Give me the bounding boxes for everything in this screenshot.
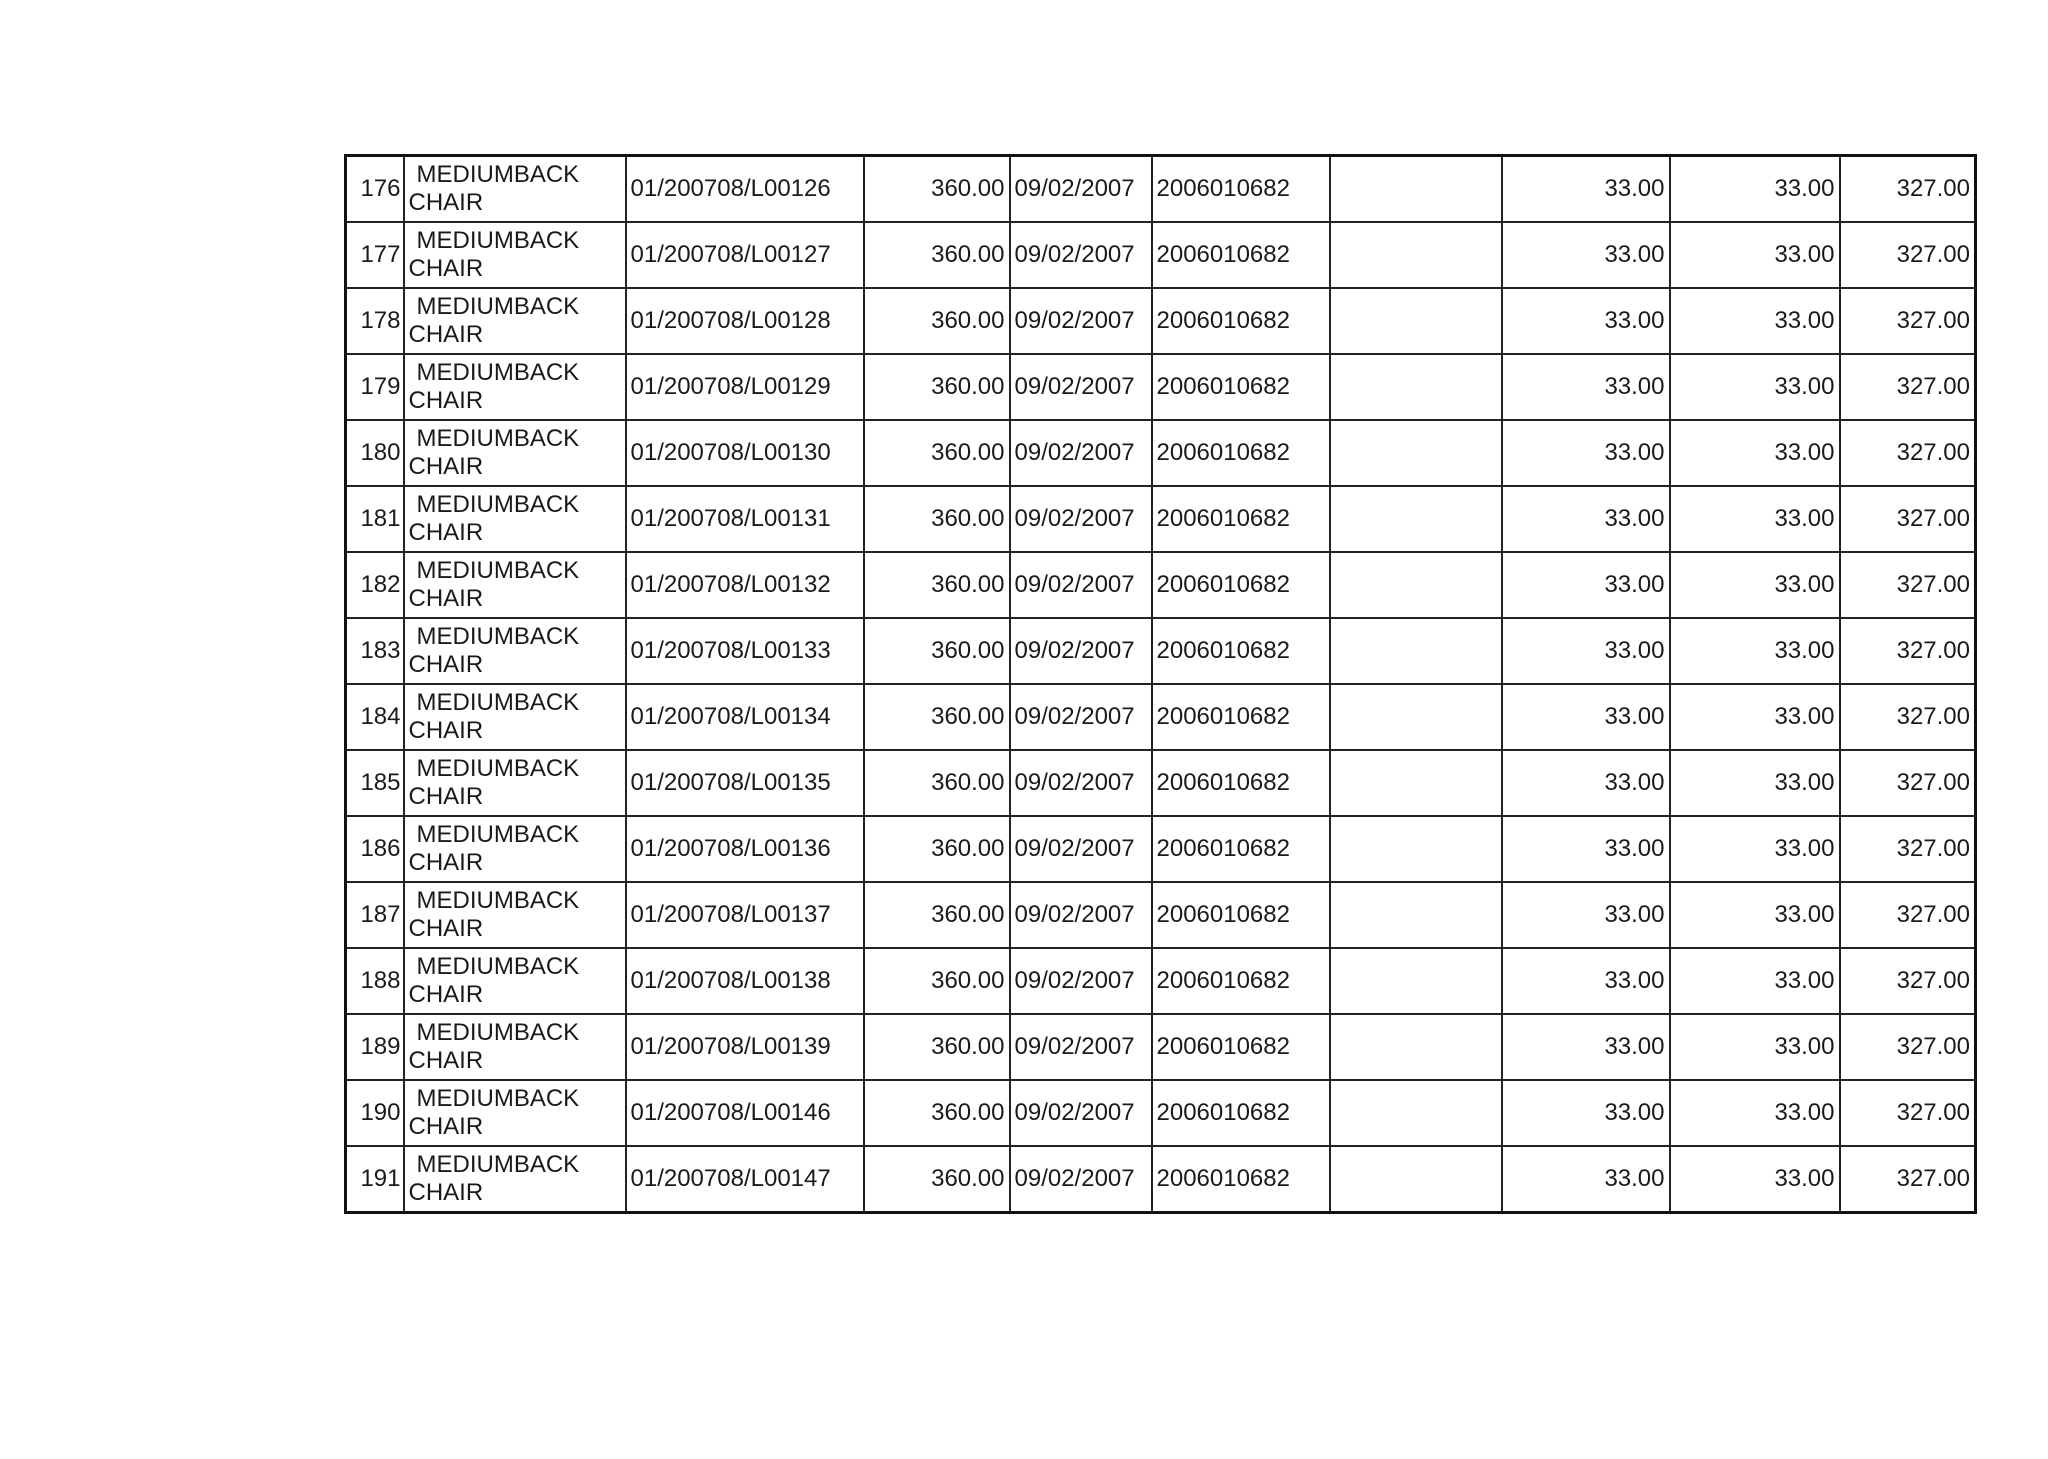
item-name-line: MEDIUMBACK: [416, 1151, 580, 1178]
table-body: [346, 156, 1976, 1213]
item-name-line: MEDIUMBACK: [416, 491, 580, 518]
empty-cell: [1330, 288, 1502, 354]
serial-number-cell: 190: [346, 1080, 404, 1146]
code-cell: 2006010682: [1152, 1080, 1330, 1146]
serial-number-cell: 176: [346, 156, 404, 223]
net-value-cell: 327.00: [1840, 618, 1976, 684]
item-name-line: MEDIUMBACK: [416, 887, 580, 914]
empty-cell: [1330, 948, 1502, 1014]
reference-number-cell: 01/200708/L00126: [626, 156, 864, 223]
code-cell: 2006010682: [1152, 552, 1330, 618]
value-cell-1: 33.00: [1502, 618, 1670, 684]
item-type-line: CHAIR: [408, 321, 484, 348]
item-name-line: MEDIUMBACK: [416, 953, 580, 980]
reference-number-cell: 01/200708/L00130: [626, 420, 864, 486]
item-type-line: CHAIR: [408, 387, 484, 414]
table-row: [346, 420, 1976, 486]
table-row: [346, 948, 1976, 1014]
net-value-cell: 327.00: [1840, 750, 1976, 816]
net-value-cell: 327.00: [1840, 1146, 1976, 1213]
table-row: [346, 222, 1976, 288]
net-value-cell: 327.00: [1840, 948, 1976, 1014]
item-name-line: MEDIUMBACK: [416, 755, 580, 782]
item-description-cell: [404, 882, 626, 948]
serial-number-cell: 185: [346, 750, 404, 816]
amount-cell: 360.00: [864, 618, 1010, 684]
code-cell: 2006010682: [1152, 816, 1330, 882]
value-cell-2: 33.00: [1670, 1080, 1840, 1146]
value-cell-1: 33.00: [1502, 948, 1670, 1014]
serial-number-cell: 186: [346, 816, 404, 882]
item-type-line: CHAIR: [408, 1179, 484, 1206]
item-description-cell: [404, 684, 626, 750]
value-cell-1: 33.00: [1502, 552, 1670, 618]
amount-cell: 360.00: [864, 222, 1010, 288]
item-type-line: CHAIR: [408, 1047, 484, 1074]
net-value-cell: 327.00: [1840, 684, 1976, 750]
value-cell-1: 33.00: [1502, 882, 1670, 948]
value-cell-1: 33.00: [1502, 354, 1670, 420]
reference-number-cell: 01/200708/L00128: [626, 288, 864, 354]
value-cell-2: 33.00: [1670, 486, 1840, 552]
serial-number-cell: 191: [346, 1146, 404, 1213]
date-cell: 09/02/2007: [1010, 816, 1152, 882]
item-type-line: CHAIR: [408, 585, 484, 612]
item-description-cell: [404, 156, 626, 223]
item-type-line: CHAIR: [408, 981, 484, 1008]
amount-cell: 360.00: [864, 420, 1010, 486]
net-value-cell: 327.00: [1840, 486, 1976, 552]
item-type-line: CHAIR: [408, 849, 484, 876]
net-value-cell: 327.00: [1840, 156, 1976, 223]
value-cell-2: 33.00: [1670, 618, 1840, 684]
reference-number-cell: 01/200708/L00138: [626, 948, 864, 1014]
reference-number-cell: 01/200708/L00133: [626, 618, 864, 684]
empty-cell: [1330, 354, 1502, 420]
value-cell-2: 33.00: [1670, 354, 1840, 420]
date-cell: 09/02/2007: [1010, 354, 1152, 420]
code-cell: 2006010682: [1152, 1014, 1330, 1080]
item-name-line: MEDIUMBACK: [416, 821, 580, 848]
date-cell: 09/02/2007: [1010, 552, 1152, 618]
amount-cell: 360.00: [864, 552, 1010, 618]
item-name-line: MEDIUMBACK: [416, 161, 580, 188]
net-value-cell: 327.00: [1840, 1014, 1976, 1080]
empty-cell: [1330, 816, 1502, 882]
item-description-cell: [404, 816, 626, 882]
item-description-cell: [404, 1080, 626, 1146]
serial-number-cell: 184: [346, 684, 404, 750]
reference-number-cell: 01/200708/L00146: [626, 1080, 864, 1146]
item-description-cell: [404, 486, 626, 552]
reference-number-cell: 01/200708/L00136: [626, 816, 864, 882]
item-type-line: CHAIR: [408, 651, 484, 678]
net-value-cell: 327.00: [1840, 288, 1976, 354]
table-row: [346, 882, 1976, 948]
value-cell-2: 33.00: [1670, 816, 1840, 882]
reference-number-cell: 01/200708/L00127: [626, 222, 864, 288]
item-description-cell: [404, 948, 626, 1014]
serial-number-cell: 182: [346, 552, 404, 618]
table-row: [346, 156, 1976, 223]
item-type-line: CHAIR: [408, 519, 484, 546]
item-type-line: CHAIR: [408, 717, 484, 744]
item-type-line: CHAIR: [408, 915, 484, 942]
code-cell: 2006010682: [1152, 618, 1330, 684]
serial-number-cell: 180: [346, 420, 404, 486]
reference-number-cell: 01/200708/L00132: [626, 552, 864, 618]
item-description-cell: [404, 288, 626, 354]
empty-cell: [1330, 222, 1502, 288]
value-cell-2: 33.00: [1670, 222, 1840, 288]
empty-cell: [1330, 684, 1502, 750]
value-cell-2: 33.00: [1670, 750, 1840, 816]
date-cell: 09/02/2007: [1010, 1146, 1152, 1213]
date-cell: 09/02/2007: [1010, 486, 1152, 552]
empty-cell: [1330, 1014, 1502, 1080]
value-cell-1: 33.00: [1502, 750, 1670, 816]
table-row: [346, 288, 1976, 354]
value-cell-1: 33.00: [1502, 222, 1670, 288]
table-row: [346, 816, 1976, 882]
amount-cell: 360.00: [864, 750, 1010, 816]
code-cell: 2006010682: [1152, 354, 1330, 420]
code-cell: 2006010682: [1152, 948, 1330, 1014]
value-cell-2: 33.00: [1670, 948, 1840, 1014]
empty-cell: [1330, 1080, 1502, 1146]
item-type-line: CHAIR: [408, 189, 484, 216]
item-name-line: MEDIUMBACK: [416, 1085, 580, 1112]
value-cell-1: 33.00: [1502, 486, 1670, 552]
net-value-cell: 327.00: [1840, 1080, 1976, 1146]
table-row: [346, 1146, 1976, 1213]
item-name-line: MEDIUMBACK: [416, 689, 580, 716]
date-cell: 09/02/2007: [1010, 420, 1152, 486]
code-cell: 2006010682: [1152, 222, 1330, 288]
net-value-cell: 327.00: [1840, 552, 1976, 618]
table-row: [346, 684, 1976, 750]
amount-cell: 360.00: [864, 948, 1010, 1014]
date-cell: 09/02/2007: [1010, 222, 1152, 288]
empty-cell: [1330, 486, 1502, 552]
value-cell-2: 33.00: [1670, 684, 1840, 750]
empty-cell: [1330, 750, 1502, 816]
serial-number-cell: 181: [346, 486, 404, 552]
empty-cell: [1330, 156, 1502, 223]
code-cell: 2006010682: [1152, 1146, 1330, 1213]
value-cell-2: 33.00: [1670, 882, 1840, 948]
serial-number-cell: 189: [346, 1014, 404, 1080]
value-cell-1: 33.00: [1502, 288, 1670, 354]
item-name-line: MEDIUMBACK: [416, 623, 580, 650]
empty-cell: [1330, 1146, 1502, 1213]
empty-cell: [1330, 882, 1502, 948]
date-cell: 09/02/2007: [1010, 882, 1152, 948]
date-cell: 09/02/2007: [1010, 750, 1152, 816]
reference-number-cell: 01/200708/L00129: [626, 354, 864, 420]
amount-cell: 360.00: [864, 288, 1010, 354]
value-cell-1: 33.00: [1502, 816, 1670, 882]
table-row: [346, 750, 1976, 816]
table-row: [346, 486, 1976, 552]
asset-register-table: [344, 154, 1977, 1214]
amount-cell: 360.00: [864, 486, 1010, 552]
serial-number-cell: 179: [346, 354, 404, 420]
item-description-cell: [404, 618, 626, 684]
amount-cell: 360.00: [864, 1014, 1010, 1080]
table-row: [346, 1080, 1976, 1146]
table-row: [346, 552, 1976, 618]
item-type-line: CHAIR: [408, 1113, 484, 1140]
value-cell-2: 33.00: [1670, 1014, 1840, 1080]
net-value-cell: 327.00: [1840, 882, 1976, 948]
item-description-cell: [404, 552, 626, 618]
item-type-line: CHAIR: [408, 453, 484, 480]
value-cell-1: 33.00: [1502, 1014, 1670, 1080]
item-name-line: MEDIUMBACK: [416, 293, 580, 320]
empty-cell: [1330, 618, 1502, 684]
date-cell: 09/02/2007: [1010, 288, 1152, 354]
item-description-cell: [404, 1146, 626, 1213]
value-cell-2: 33.00: [1670, 420, 1840, 486]
amount-cell: 360.00: [864, 816, 1010, 882]
date-cell: 09/02/2007: [1010, 1014, 1152, 1080]
amount-cell: 360.00: [864, 1080, 1010, 1146]
code-cell: 2006010682: [1152, 882, 1330, 948]
value-cell-1: 33.00: [1502, 684, 1670, 750]
amount-cell: 360.00: [864, 1146, 1010, 1213]
amount-cell: 360.00: [864, 354, 1010, 420]
code-cell: 2006010682: [1152, 750, 1330, 816]
date-cell: 09/02/2007: [1010, 156, 1152, 223]
item-description-cell: [404, 222, 626, 288]
reference-number-cell: 01/200708/L00147: [626, 1146, 864, 1213]
item-description-cell: [404, 1014, 626, 1080]
item-type-line: CHAIR: [408, 783, 484, 810]
date-cell: 09/02/2007: [1010, 618, 1152, 684]
empty-cell: [1330, 420, 1502, 486]
code-cell: 2006010682: [1152, 420, 1330, 486]
item-name-line: MEDIUMBACK: [416, 227, 580, 254]
table-row: [346, 1014, 1976, 1080]
item-type-line: CHAIR: [408, 255, 484, 282]
value-cell-2: 33.00: [1670, 1146, 1840, 1213]
reference-number-cell: 01/200708/L00131: [626, 486, 864, 552]
net-value-cell: 327.00: [1840, 354, 1976, 420]
date-cell: 09/02/2007: [1010, 948, 1152, 1014]
serial-number-cell: 183: [346, 618, 404, 684]
reference-number-cell: 01/200708/L00137: [626, 882, 864, 948]
value-cell-1: 33.00: [1502, 1080, 1670, 1146]
value-cell-1: 33.00: [1502, 420, 1670, 486]
table-row: [346, 354, 1976, 420]
item-name-line: MEDIUMBACK: [416, 557, 580, 584]
reference-number-cell: 01/200708/L00134: [626, 684, 864, 750]
serial-number-cell: 188: [346, 948, 404, 1014]
code-cell: 2006010682: [1152, 486, 1330, 552]
amount-cell: 360.00: [864, 156, 1010, 223]
net-value-cell: 327.00: [1840, 420, 1976, 486]
amount-cell: 360.00: [864, 882, 1010, 948]
value-cell-1: 33.00: [1502, 1146, 1670, 1213]
serial-number-cell: 178: [346, 288, 404, 354]
serial-number-cell: 177: [346, 222, 404, 288]
value-cell-2: 33.00: [1670, 156, 1840, 223]
item-name-line: MEDIUMBACK: [416, 425, 580, 452]
value-cell-1: 33.00: [1502, 156, 1670, 223]
date-cell: 09/02/2007: [1010, 684, 1152, 750]
item-description-cell: [404, 750, 626, 816]
value-cell-2: 33.00: [1670, 552, 1840, 618]
empty-cell: [1330, 552, 1502, 618]
item-name-line: MEDIUMBACK: [416, 1019, 580, 1046]
serial-number-cell: 187: [346, 882, 404, 948]
net-value-cell: 327.00: [1840, 222, 1976, 288]
date-cell: 09/02/2007: [1010, 1080, 1152, 1146]
amount-cell: 360.00: [864, 684, 1010, 750]
code-cell: 2006010682: [1152, 684, 1330, 750]
item-description-cell: [404, 354, 626, 420]
table-row: [346, 618, 1976, 684]
net-value-cell: 327.00: [1840, 816, 1976, 882]
item-name-line: MEDIUMBACK: [416, 359, 580, 386]
reference-number-cell: 01/200708/L00139: [626, 1014, 864, 1080]
value-cell-2: 33.00: [1670, 288, 1840, 354]
item-description-cell: [404, 420, 626, 486]
code-cell: 2006010682: [1152, 288, 1330, 354]
code-cell: 2006010682: [1152, 156, 1330, 223]
reference-number-cell: 01/200708/L00135: [626, 750, 864, 816]
